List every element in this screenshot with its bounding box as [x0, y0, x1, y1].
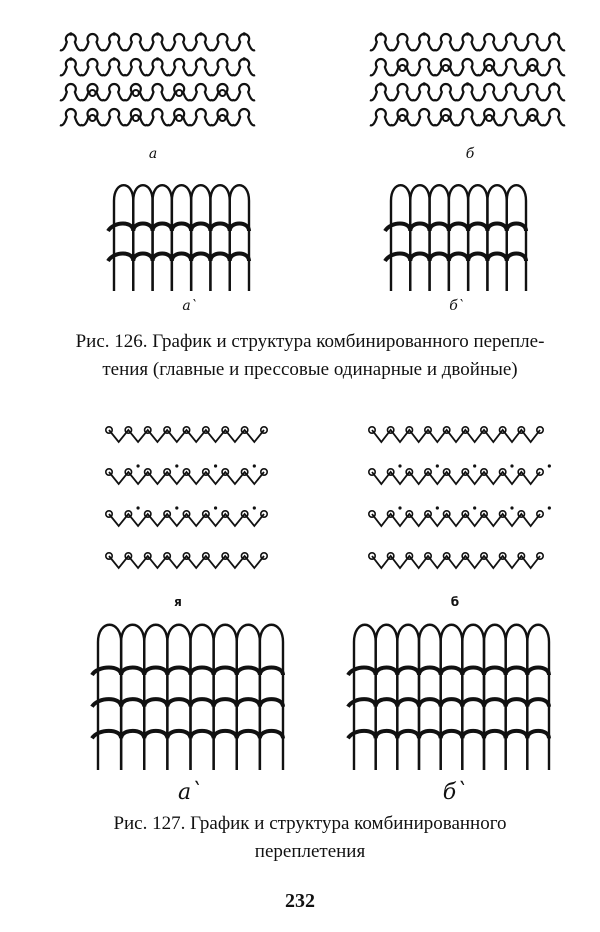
fig127-graph-a: [105, 410, 275, 590]
fig126-label-b: б: [465, 146, 475, 162]
tuck-loop: [443, 115, 449, 121]
tuck-loop: [400, 65, 406, 71]
loop-row: [370, 84, 565, 100]
needle-dot: [199, 57, 203, 61]
fig126-label-a: а: [148, 146, 158, 162]
needle-dot: [112, 57, 116, 61]
needle-dot: [436, 464, 439, 467]
needle-dot: [509, 82, 513, 86]
loop-row: [60, 34, 255, 50]
tuck-loop: [90, 90, 96, 96]
course-row: [348, 731, 549, 739]
needle-dot: [156, 32, 160, 36]
needle-dot: [156, 57, 160, 61]
fig126-graph-a: [60, 28, 260, 138]
needle-dot: [473, 506, 476, 509]
fig127-caption-line1: Рис. 127. График и структура комбинированного: [113, 813, 507, 834]
tuck-loop: [400, 115, 406, 121]
needle-dot: [69, 32, 73, 36]
tuck-loop: [443, 65, 449, 71]
fig126-structure-b: [385, 176, 535, 296]
needle-dot: [379, 82, 383, 86]
zigzag-row: [372, 472, 540, 484]
stitch-loop: [430, 185, 449, 291]
needle-dot: [69, 57, 73, 61]
fig127-caption-line2: переплетения: [254, 841, 366, 862]
stitch-loop: [133, 185, 152, 291]
needle-dot: [242, 57, 246, 61]
tuck-loop: [133, 90, 139, 96]
zigzag-row: [372, 514, 540, 526]
course-row: [385, 224, 526, 232]
needle-dot: [509, 32, 513, 36]
fig126-graph-b: [370, 28, 570, 138]
needle-dot: [436, 506, 439, 509]
loop-row: [60, 59, 255, 75]
fig127-structure-b: [348, 615, 558, 775]
tuck-loop: [220, 115, 226, 121]
tuck-loop: [486, 115, 492, 121]
stitch-loop: [153, 185, 172, 291]
tuck-loop: [486, 65, 492, 71]
tuck-loop: [530, 65, 536, 71]
course-row: [108, 224, 249, 232]
needle-dot: [398, 464, 401, 467]
needle-dot: [473, 464, 476, 467]
stitch-loop: [172, 185, 191, 291]
fig126-caption-line1: Рис. 126. График и структура комбинированного перепле-: [75, 331, 545, 352]
zigzag-row: [109, 514, 264, 526]
stitch-loop: [487, 185, 506, 291]
course-row: [108, 254, 249, 262]
fig126-label-a-struct: а`: [182, 298, 198, 314]
tuck-loop: [220, 90, 226, 96]
needle-dot: [253, 464, 256, 467]
zigzag-row: [372, 430, 540, 442]
needle-dot: [175, 464, 178, 467]
needle-dot: [136, 506, 139, 509]
tuck-loop: [90, 115, 96, 121]
needle-dot: [175, 506, 178, 509]
loop-row: [370, 34, 565, 50]
needle-dot: [510, 506, 513, 509]
stitch-loop: [449, 185, 468, 291]
tuck-loop: [133, 115, 139, 121]
needle-dot: [398, 506, 401, 509]
fig127-label-b-struct: б`: [442, 780, 468, 805]
fig126-structure-a: [108, 176, 258, 296]
stitch-loop: [391, 185, 410, 291]
needle-dot: [242, 32, 246, 36]
stitch-loop: [230, 185, 249, 291]
fig127-label-a: я: [174, 595, 182, 609]
needle-dot: [548, 506, 551, 509]
fig127-label-b: б: [450, 595, 460, 609]
course-row: [385, 254, 526, 262]
needle-dot: [466, 82, 470, 86]
page-number: 232: [285, 890, 315, 912]
stitch-loop: [191, 185, 210, 291]
needle-dot: [466, 32, 470, 36]
stitch-loop: [410, 185, 429, 291]
needle-dot: [548, 464, 551, 467]
fig126-caption-line2: тения (главные и прессовые одинарные и двойные): [102, 359, 518, 380]
tuck-loop: [176, 90, 182, 96]
needle-dot: [552, 82, 556, 86]
stitch-loop: [210, 185, 229, 291]
needle-dot: [253, 506, 256, 509]
tuck-loop: [176, 115, 182, 121]
needle-dot: [422, 82, 426, 86]
zigzag-row: [109, 472, 264, 484]
zigzag-row: [372, 556, 540, 568]
fig127-label-a-struct: а`: [177, 780, 203, 805]
needle-dot: [112, 32, 116, 36]
needle-dot: [214, 506, 217, 509]
stitch-loop: [114, 185, 133, 291]
needle-dot: [422, 32, 426, 36]
needle-dot: [379, 32, 383, 36]
zigzag-row: [109, 430, 264, 442]
fig127-graph-b: [368, 410, 548, 590]
fig126-label-b-struct: б`: [449, 298, 465, 314]
needle-dot: [214, 464, 217, 467]
needle-dot: [199, 32, 203, 36]
zigzag-row: [109, 556, 264, 568]
needle-dot: [552, 32, 556, 36]
needle-dot: [136, 464, 139, 467]
tuck-loop: [530, 115, 536, 121]
course-row: [348, 668, 549, 676]
stitch-loop: [507, 185, 526, 291]
stitch-loop: [468, 185, 487, 291]
fig127-structure-a: [92, 615, 292, 775]
needle-dot: [510, 464, 513, 467]
course-row: [348, 699, 549, 707]
